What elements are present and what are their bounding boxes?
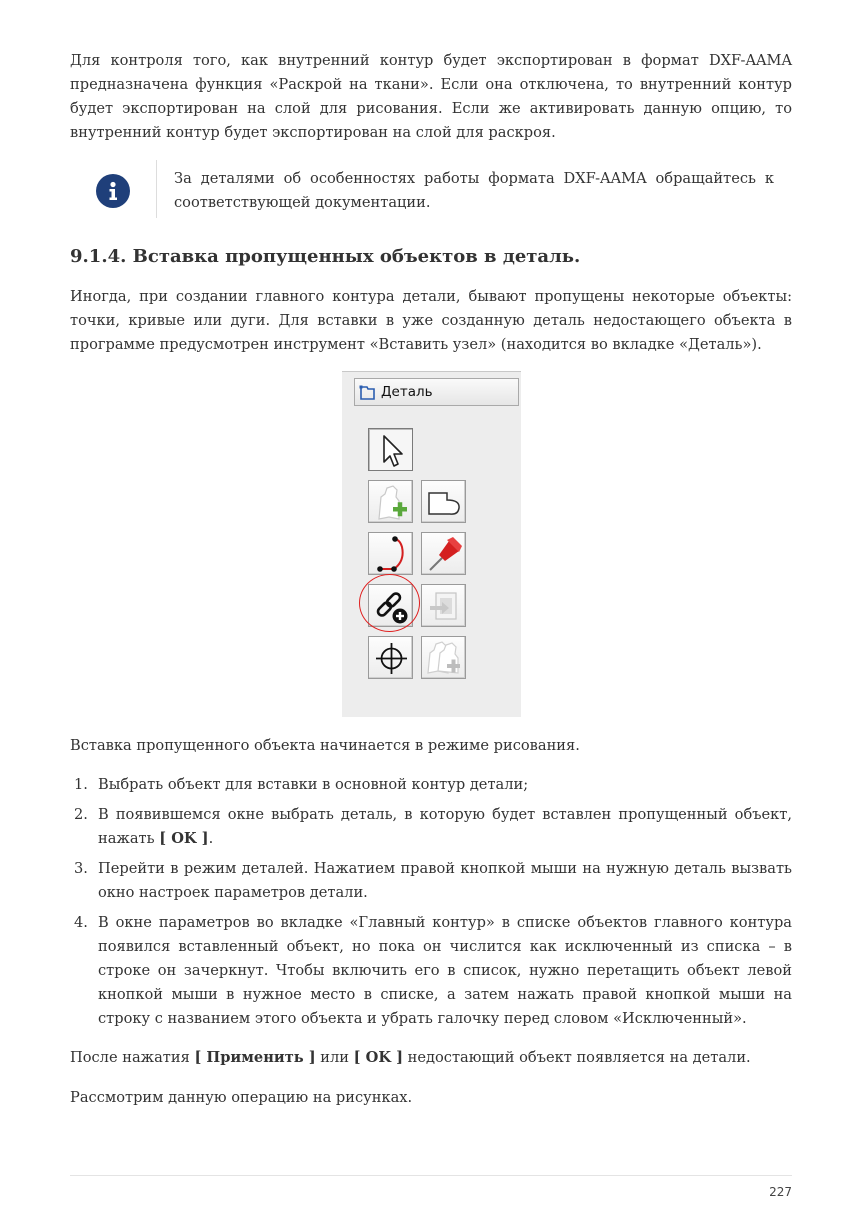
list-item: 1. Выбрать объект для вставки в основной контур детали; <box>74 776 529 793</box>
piece-tab-icon <box>359 385 377 401</box>
paragraph-drawing-mode: Вставка пропущенного объекта начинается в режиме рисования. <box>70 737 580 754</box>
pushpin-icon <box>422 533 467 576</box>
tab-detail-label: Деталь <box>381 384 433 400</box>
apply-key-label: [ Применить ] <box>194 1049 316 1066</box>
crosshair-icon <box>369 637 414 680</box>
ok-key-label: [ OK ] <box>159 830 209 847</box>
piece-outline-icon <box>422 481 467 524</box>
detail-toolbar-screenshot <box>342 371 521 717</box>
section-heading: 9.1.4. Вставка пропущенных объектов в деталь. <box>70 246 581 267</box>
pin-tool-button[interactable] <box>421 532 466 575</box>
select-tool-button[interactable] <box>368 428 413 471</box>
curve-tool-button[interactable] <box>368 532 413 575</box>
paragraph-after-apply: После нажатия [ Применить ] или [ OK ] недостающий объект появляется на детали. <box>70 1049 751 1066</box>
list-item: 4. В окне параметров во вкладке «Главный контур» в списке объектов главного контура появился вставленный объект, но пока он числится как исключенный из списка – в строке он зачеркнут. Чтобы включить его в список, нужно перетащить объект левой кнопкой мыши в нужное место в списке, а затем нажать правой кнопкой мыши на строку с названием этого объекта и убрать галочку перед словом «Исключенный». <box>74 914 792 1027</box>
insert-node-icon <box>369 585 414 628</box>
crosshair-tool-button[interactable] <box>368 636 413 679</box>
ok-key-label: [ OK ] <box>353 1049 404 1066</box>
export-disabled-button[interactable] <box>421 584 466 627</box>
paragraph-dxf-export: Для контроля того, как внутренний контур будет экспортирован в формат DXF-AAMA предназначена функция «Раскрой на ткани». Если она отключена, то внутренний контур будет экспортирован на слой для рисования. Если же активировать данную опцию, то внутренний контур будет экспортирован на слой для раскроя. <box>70 52 792 141</box>
note-text: За деталями об особенностях работы формата DXF-AAMA обращайтесь к соответствующей документации. <box>174 170 774 211</box>
curve-path-icon <box>369 533 414 576</box>
note-divider <box>156 160 157 218</box>
list-item: 2. В появившемся окне выбрать деталь, в которую будет вставлен пропущенный объект, нажать [ OK ]. <box>74 806 792 847</box>
disabled-add-piece-icon <box>422 637 467 680</box>
arrow-cursor-icon <box>369 429 414 472</box>
page-number: 227 <box>769 1185 792 1199</box>
footer-divider <box>70 1175 792 1176</box>
list-item: 3. Перейти в режим деталей. Нажатием правой кнопкой мыши на нужную деталь вызвать окно настроек параметров детали. <box>74 860 792 901</box>
tab-detail[interactable] <box>354 378 519 406</box>
steps-list <box>70 773 792 1037</box>
paragraph-closing: Рассмотрим данную операцию на рисунках. <box>70 1089 413 1106</box>
info-note <box>86 160 776 218</box>
add-piece-icon <box>369 481 414 524</box>
add-piece-disabled-button[interactable] <box>421 636 466 679</box>
add-piece-button[interactable] <box>368 480 413 523</box>
disabled-export-icon <box>422 585 467 628</box>
piece-outline-button[interactable] <box>421 480 466 523</box>
panel-top-border <box>342 371 521 376</box>
info-icon <box>96 174 130 208</box>
insert-node-button[interactable] <box>368 584 413 627</box>
paragraph-intro: Иногда, при создании главного контура детали, бывают пропущены некоторые объекты: точки, кривые или дуги. Для вставки в уже созданную деталь недостающего объекта в программе предусмотрен инструмент «Вставить узел» (находится во вкладке «Деталь»). <box>70 288 792 353</box>
